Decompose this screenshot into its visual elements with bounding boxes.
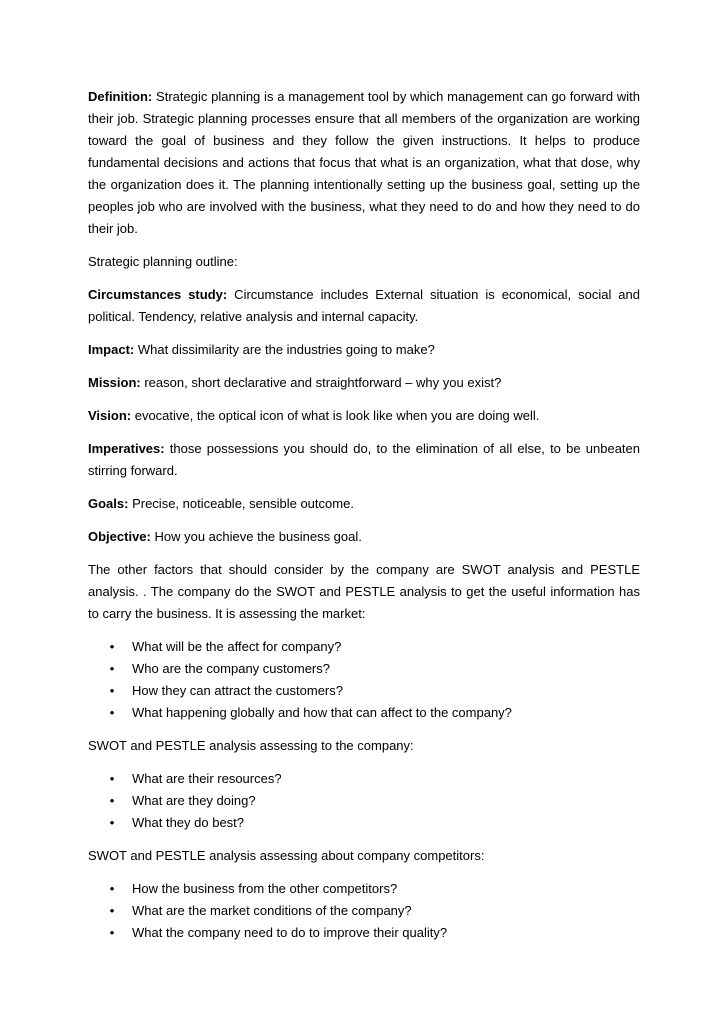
outline-item-label: Vision: <box>88 408 132 423</box>
bullet-icon: • <box>109 683 115 698</box>
list-item <box>88 658 640 680</box>
outline-item-label: Circumstances study: <box>88 287 228 302</box>
list-item-text: How they can attract the customers? <box>132 683 343 698</box>
bullet-icon: • <box>109 793 115 808</box>
list-item <box>88 878 640 900</box>
document-page <box>88 86 640 955</box>
company-bullet-list <box>88 768 640 834</box>
outline-item-objective <box>88 526 640 548</box>
list-item-text: What are the market conditions of the company? <box>132 903 412 918</box>
outline-item-text: evocative, the optical icon of what is look like when you are doing well. <box>131 408 540 423</box>
list-item <box>88 812 640 834</box>
other-factors-paragraph: The other factors that should consider by the company are SWOT analysis and PESTLE analysis. . The company do the SWOT and PESTLE analysis to get the useful information has to carry the business. It is assessing the market: <box>88 562 640 621</box>
outline-item-circumstances <box>88 284 640 328</box>
list-item-text: What will be the affect for company? <box>132 639 342 654</box>
outline-item-text: What dissimilarity are the industries going to make? <box>134 342 435 357</box>
bullet-icon: • <box>109 661 115 676</box>
outline-item-text: How you achieve the business goal. <box>150 529 362 544</box>
definition-label: Definition: <box>88 89 153 104</box>
company-heading: SWOT and PESTLE analysis assessing to the company: <box>88 738 414 753</box>
list-item-text: What are their resources? <box>132 771 282 786</box>
list-item-text: What the company need to do to improve their quality? <box>132 925 448 940</box>
outline-item-mission <box>88 372 640 394</box>
list-item-text: How the business from the other competitors? <box>132 881 398 896</box>
bullet-icon: • <box>109 771 115 786</box>
list-item-text: What they do best? <box>132 815 245 830</box>
bullet-icon: • <box>109 705 115 720</box>
list-item <box>88 680 640 702</box>
outline-item-vision <box>88 405 640 427</box>
bullet-icon: • <box>109 881 115 896</box>
bullet-icon: • <box>109 815 115 830</box>
market-bullet-list <box>88 636 640 724</box>
outline-item-label: Impact: <box>88 342 135 357</box>
list-item <box>88 900 640 922</box>
outline-item-text: reason, short declarative and straightforward – why you exist? <box>140 375 502 390</box>
outline-heading: Strategic planning outline: <box>88 254 238 269</box>
outline-item-label: Goals: <box>88 496 129 511</box>
list-item-text: What happening globally and how that can affect to the company? <box>132 705 512 720</box>
outline-item-text: those possessions you should do, to the elimination of all else, to be unbeaten stirring forward. <box>88 441 640 478</box>
list-item <box>88 702 640 724</box>
bullet-icon: • <box>109 925 115 940</box>
bullet-icon: • <box>109 639 115 654</box>
outline-item-imperatives <box>88 438 640 482</box>
outline-item-label: Mission: <box>88 375 141 390</box>
competitor-heading: SWOT and PESTLE analysis assessing about company competitors: <box>88 848 485 863</box>
definition-text: Strategic planning is a management tool by which management can go forward with their job. Strategic planning processes ensure that all members of the organization are working toward the goal of business and they follow the given instructions. It helps to produce fundamental decisions and actions that focus that what is an organization, what that dose, why the organization does it. The planning intentionally setting up the business goal, setting up the peoples job who are involved with the business, what they need to do and how they need to do their job. <box>88 89 640 236</box>
outline-item-label: Imperatives: <box>88 441 165 456</box>
definition-paragraph <box>88 86 640 240</box>
outline-item-text: Circumstance includes External situation is economical, social and political. Tendency, relative analysis and internal capacity. <box>88 287 640 324</box>
outline-item-text: Precise, noticeable, sensible outcome. <box>128 496 354 511</box>
competitor-bullet-list <box>88 878 640 944</box>
list-item <box>88 922 640 944</box>
outline-item-label: Objective: <box>88 529 151 544</box>
list-item <box>88 636 640 658</box>
list-item-text: What are they doing? <box>132 793 256 808</box>
list-item-text: Who are the company customers? <box>132 661 330 676</box>
list-item <box>88 790 640 812</box>
outline-item-goals <box>88 493 640 515</box>
outline-item-impact <box>88 339 640 361</box>
list-item <box>88 768 640 790</box>
bullet-icon: • <box>109 903 115 918</box>
